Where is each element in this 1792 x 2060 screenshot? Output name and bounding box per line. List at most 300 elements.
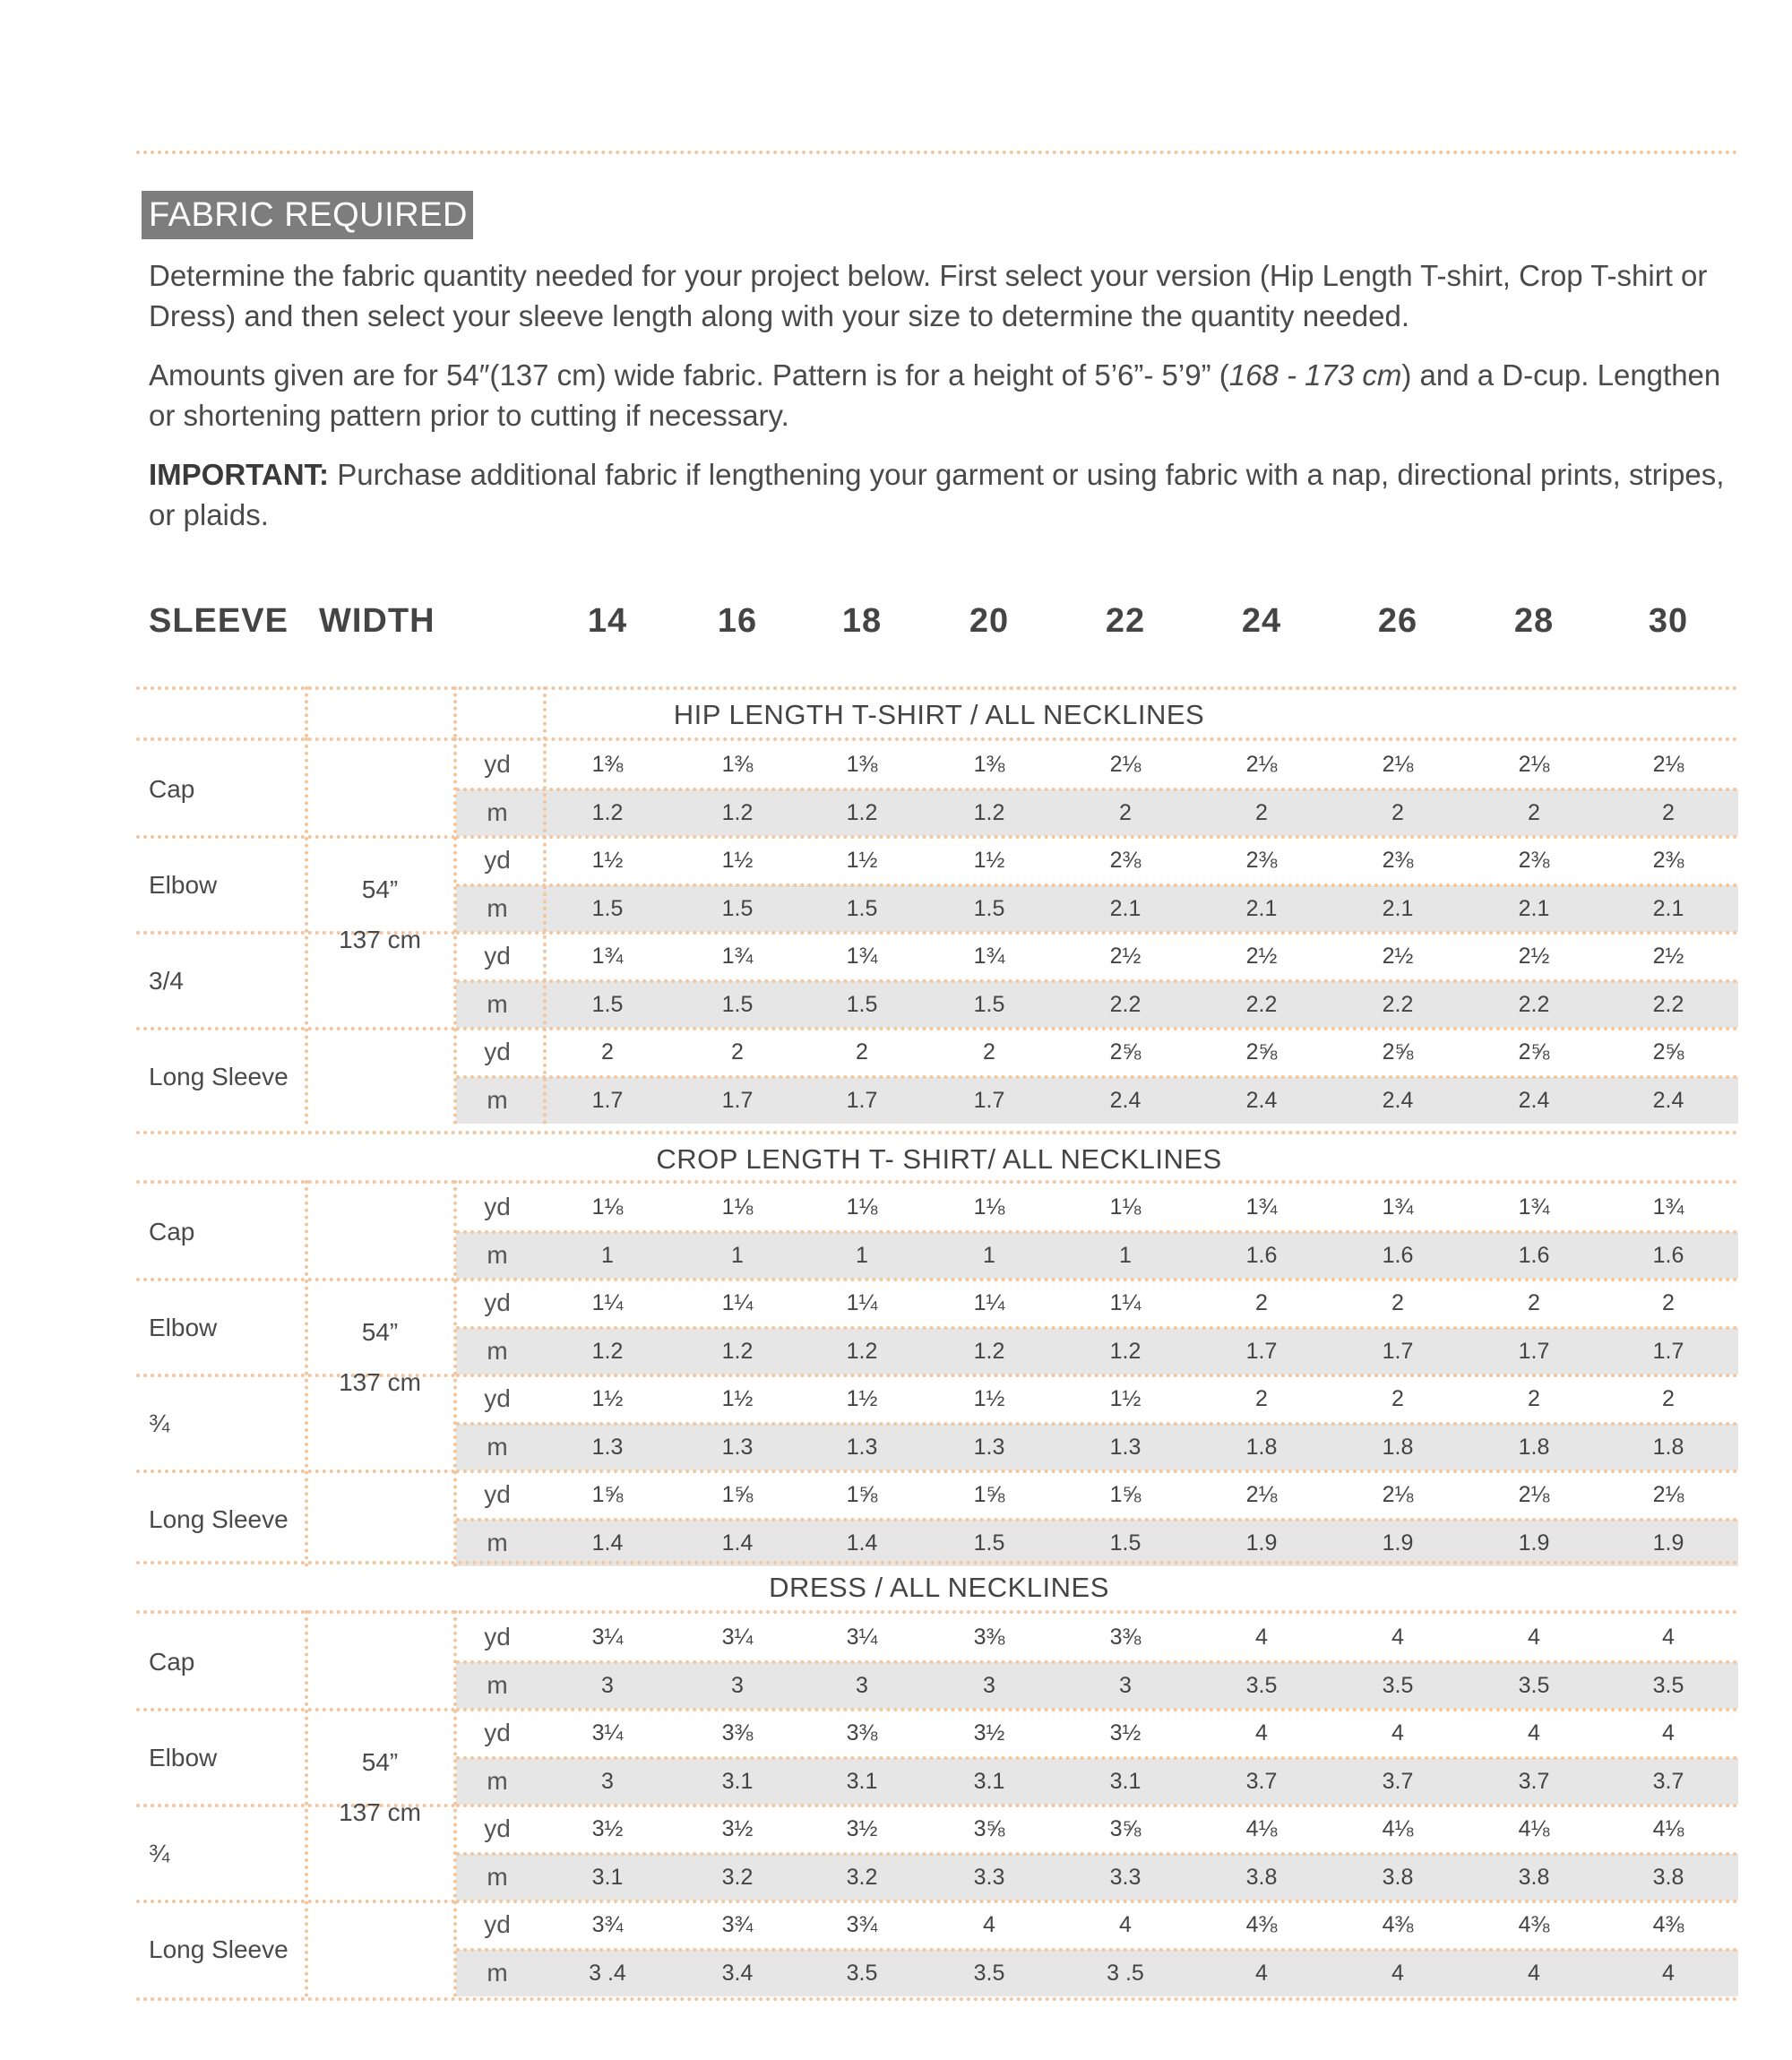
cell-m: 1.7 — [1518, 1338, 1550, 1364]
unit-yd: yd — [484, 1910, 511, 1938]
cell-m: 3.5 — [1382, 1672, 1414, 1698]
sleeve-label: Cap — [149, 1218, 195, 1245]
cell-m: 2 — [1528, 799, 1540, 825]
cell-m: 4 — [1662, 1960, 1675, 1986]
cell-m: 2.2 — [1382, 991, 1414, 1017]
cell-m: 1.4 — [721, 1530, 754, 1556]
cell-yd: 3⅜ — [1109, 1625, 1142, 1650]
row-divider-right — [456, 1374, 1738, 1377]
cell-yd: 2 — [601, 1039, 614, 1064]
cell-m: 3.7 — [1652, 1768, 1684, 1794]
cell-m: 1.2 — [973, 1338, 1005, 1364]
cell-yd: 1½ — [1109, 1386, 1142, 1411]
row-divider-right — [456, 835, 1738, 839]
width-inches: 54” — [361, 1748, 399, 1776]
column-divider — [305, 686, 308, 737]
cell-yd: 3¼ — [721, 1625, 754, 1650]
cell-m: 1.5 — [721, 895, 754, 921]
sub-row-divider — [456, 1326, 1738, 1330]
row-divider — [136, 1708, 455, 1711]
cell-yd: 1⅜ — [846, 752, 878, 777]
cell-m: 3.5 — [846, 1960, 878, 1986]
cell-yd: 1⅛ — [591, 1194, 624, 1220]
cell-yd: 2⅛ — [1245, 1482, 1278, 1507]
cell-m: 1.3 — [846, 1434, 878, 1460]
cell-yd: 4 — [1255, 1625, 1268, 1650]
cell-yd: 2 — [1528, 1290, 1540, 1315]
cell-m: 2.4 — [1652, 1087, 1684, 1113]
cell-yd: 1⅜ — [721, 752, 754, 777]
cell-m: 3.5 — [973, 1960, 1005, 1986]
cell-yd: 3½ — [973, 1720, 1005, 1745]
sub-row-divider — [456, 1518, 1738, 1521]
unit-yd: yd — [484, 1719, 511, 1746]
cell-m: 1.3 — [1109, 1434, 1142, 1460]
cell-yd: 2⅛ — [1652, 1482, 1684, 1507]
cell-yd: 1½ — [721, 848, 754, 873]
unit-m: m — [487, 1432, 508, 1461]
width-inches: 54” — [361, 875, 399, 903]
cell-m: 1 — [1119, 1242, 1132, 1268]
section-title: HIP LENGTH T-SHIRT / ALL NECKLINES — [673, 699, 1205, 730]
unit-m: m — [487, 1958, 508, 1987]
cell-yd: 4 — [1528, 1720, 1540, 1745]
cell-m: 1.4 — [846, 1530, 878, 1556]
cell-m: 4 — [1391, 1960, 1404, 1986]
cell-yd: 3⅜ — [846, 1720, 878, 1745]
sub-row-divider — [456, 1948, 1738, 1952]
sub-row-divider — [456, 1660, 1738, 1664]
column-divider — [453, 1610, 457, 1997]
size-header-30: 30 — [1648, 602, 1689, 640]
cell-yd: 4⅜ — [1518, 1912, 1550, 1937]
unit-yd: yd — [484, 750, 511, 778]
cell-m: 1.9 — [1245, 1530, 1278, 1556]
cell-yd: 1⅝ — [973, 1482, 1005, 1507]
sub-row-divider — [456, 1756, 1738, 1760]
sleeve-label: Elbow — [149, 1314, 218, 1341]
cell-m: 1.3 — [721, 1434, 754, 1460]
cell-m: 1.9 — [1652, 1530, 1684, 1556]
cell-yd: 1½ — [846, 1386, 878, 1411]
size-header-24: 24 — [1241, 602, 1282, 640]
cell-m: 1.2 — [1109, 1338, 1142, 1364]
sub-row-divider — [456, 883, 1738, 887]
size-header-16: 16 — [717, 602, 758, 640]
cell-yd: 4 — [1391, 1625, 1404, 1650]
row-divider — [136, 1027, 455, 1030]
cell-yd: 2⅛ — [1518, 752, 1550, 777]
cell-yd: 4 — [1119, 1912, 1132, 1937]
cell-yd: 1¾ — [721, 944, 754, 969]
cell-m: 1.5 — [973, 991, 1005, 1017]
cell-yd: 1½ — [721, 1386, 754, 1411]
cell-m: 1.7 — [721, 1087, 754, 1113]
section-title-divider — [136, 1610, 1738, 1614]
unit-yd: yd — [484, 1289, 511, 1316]
cell-m: 1 — [731, 1242, 744, 1268]
cell-m: 3.5 — [1245, 1672, 1278, 1698]
row-divider — [136, 1900, 455, 1903]
cell-yd: 1½ — [591, 1386, 624, 1411]
cell-m: 1.5 — [591, 895, 624, 921]
sub-row-divider — [456, 979, 1738, 983]
cell-m: 2.2 — [1245, 991, 1278, 1017]
sub-row-divider — [456, 788, 1738, 791]
cell-m: 2.2 — [1652, 991, 1684, 1017]
cell-m: 1 — [983, 1242, 995, 1268]
cell-m: 1.7 — [591, 1087, 624, 1113]
width-inches: 54” — [361, 1318, 399, 1346]
top-divider — [136, 151, 1738, 154]
cell-yd: 4⅜ — [1652, 1912, 1684, 1937]
unit-m: m — [487, 797, 508, 826]
cell-yd: 3¼ — [591, 1625, 624, 1650]
cell-yd: 3½ — [591, 1816, 624, 1841]
cell-m: 1.8 — [1382, 1434, 1414, 1460]
cell-m: 1 — [601, 1242, 614, 1268]
cell-yd: 3½ — [721, 1816, 754, 1841]
unit-m: m — [487, 1862, 508, 1891]
cell-m: 1.5 — [973, 895, 1005, 921]
cell-yd: 2 — [983, 1039, 995, 1064]
size-header-22: 22 — [1105, 602, 1146, 640]
cell-m: 2.4 — [1382, 1087, 1414, 1113]
cell-m: 3 — [601, 1672, 614, 1698]
cell-yd: 2⅜ — [1652, 848, 1684, 873]
cell-m: 2.2 — [1518, 991, 1550, 1017]
cell-m: 1 — [856, 1242, 868, 1268]
cell-m: 3.8 — [1652, 1864, 1684, 1890]
unit-yd: yd — [484, 942, 511, 970]
sleeve-label: Cap — [149, 1648, 195, 1676]
unit-yd: yd — [484, 1193, 511, 1220]
cell-m: 2.1 — [1109, 895, 1142, 921]
cell-yd: 4⅜ — [1245, 1912, 1278, 1937]
cell-m: 3.3 — [1109, 1864, 1142, 1890]
cell-yd: 3⅝ — [973, 1816, 1005, 1841]
size-header-14: 14 — [587, 602, 628, 640]
cell-m: 2.1 — [1652, 895, 1684, 921]
cell-m: 1.2 — [721, 1338, 754, 1364]
cell-m: 2 — [1391, 799, 1404, 825]
intro-paragraph-1: Determine the fabric quantity needed for your project below. First select your version (Hip Length T-shirt, Crop T-shirt or Dress) and then select your sleeve length along with your size to determine the quantity needed. — [149, 259, 1708, 332]
cell-yd: 3½ — [1109, 1720, 1142, 1745]
cell-yd: 2⅝ — [1518, 1039, 1550, 1064]
width-cm: 137 cm — [339, 926, 421, 953]
unit-m: m — [487, 1528, 508, 1556]
cell-m: 1.8 — [1652, 1434, 1684, 1460]
column-divider — [305, 737, 308, 1125]
cell-m: 1.9 — [1382, 1530, 1414, 1556]
cell-yd: 3¼ — [591, 1720, 624, 1745]
width-cm: 137 cm — [339, 1798, 421, 1826]
cell-yd: 1¼ — [1109, 1290, 1142, 1315]
cell-m: 3.8 — [1382, 1864, 1414, 1890]
cell-m: 1.6 — [1518, 1242, 1550, 1268]
cell-m: 2.4 — [1245, 1087, 1278, 1113]
cell-m: 2 — [1119, 799, 1132, 825]
column-divider — [453, 1180, 457, 1567]
cell-yd: 2½ — [1109, 944, 1142, 969]
cell-m: 3.1 — [973, 1768, 1005, 1794]
cell-yd: 1½ — [973, 1386, 1005, 1411]
row-divider-right — [456, 1804, 1738, 1807]
section-title: CROP LENGTH T- SHIRT/ ALL NECKLINES — [656, 1143, 1222, 1175]
row-divider-right — [456, 931, 1738, 935]
cell-yd: 2⅛ — [1518, 1482, 1550, 1507]
cell-yd: 2⅝ — [1382, 1039, 1414, 1064]
cell-m: 1.2 — [591, 1338, 624, 1364]
cell-m: 2.1 — [1518, 895, 1550, 921]
column-divider — [453, 686, 457, 737]
cell-m: 3 — [731, 1672, 744, 1698]
unit-yd: yd — [484, 1038, 511, 1065]
cell-yd: 2⅝ — [1245, 1039, 1278, 1064]
cell-yd: 2⅛ — [1652, 752, 1684, 777]
sleeve-label: ¾ — [149, 1840, 170, 1867]
cell-m: 1.5 — [1109, 1530, 1142, 1556]
section-title-divider — [136, 737, 1738, 741]
cell-m: 1.4 — [591, 1530, 624, 1556]
cell-yd: 4 — [1528, 1625, 1540, 1650]
cell-m: 1.8 — [1245, 1434, 1278, 1460]
row-divider-right — [456, 1027, 1738, 1030]
unit-yd: yd — [484, 1384, 511, 1412]
cell-yd: 2 — [1391, 1290, 1404, 1315]
cell-yd: 2½ — [1518, 944, 1550, 969]
cell-m: 1.2 — [846, 1338, 878, 1364]
cell-m: 3 — [856, 1672, 868, 1698]
sub-row-divider — [456, 1230, 1738, 1234]
cell-m: 2.2 — [1109, 991, 1142, 1017]
cell-m: 3.7 — [1382, 1768, 1414, 1794]
cell-m: 1.3 — [973, 1434, 1005, 1460]
sleeve-label: 3/4 — [149, 967, 184, 995]
cell-yd: 3⅜ — [973, 1625, 1005, 1650]
cell-m: 3.1 — [591, 1864, 624, 1890]
cell-yd: 2⅜ — [1245, 848, 1278, 873]
cell-m: 1.5 — [846, 991, 878, 1017]
cell-m: 1.5 — [591, 991, 624, 1017]
cell-yd: 1¾ — [973, 944, 1005, 969]
cell-m: 3 — [601, 1768, 614, 1794]
sleeve-label: Cap — [149, 775, 195, 803]
cell-yd: 4⅛ — [1245, 1816, 1278, 1841]
section-divider — [136, 1131, 1738, 1134]
cell-m: 1.7 — [1382, 1338, 1414, 1364]
intro-paragraph-2 — [149, 355, 1726, 435]
cell-yd: 2⅜ — [1382, 848, 1414, 873]
cell-yd: 4⅛ — [1382, 1816, 1414, 1841]
cell-yd: 1⅛ — [1109, 1194, 1142, 1220]
cell-yd: 1¼ — [721, 1290, 754, 1315]
cell-yd: 1⅝ — [846, 1482, 878, 1507]
cell-m: 1.5 — [721, 991, 754, 1017]
cell-m: 3 .4 — [589, 1960, 626, 1986]
cell-yd: 2 — [1662, 1290, 1675, 1315]
column-divider — [305, 1610, 308, 1997]
cell-m: 1.2 — [721, 799, 754, 825]
cell-m: 2.4 — [1518, 1087, 1550, 1113]
cell-yd: 1¾ — [1652, 1194, 1684, 1220]
section-divider — [136, 686, 1738, 690]
cell-m: 1.7 — [1652, 1338, 1684, 1364]
cell-yd: 3⅝ — [1109, 1816, 1142, 1841]
cell-yd: 1¼ — [591, 1290, 624, 1315]
cell-m: 3.3 — [973, 1864, 1005, 1890]
section-title: DRESS / ALL NECKLINES — [769, 1572, 1109, 1603]
size-header-26: 26 — [1377, 602, 1418, 640]
section-title-divider — [136, 1180, 1738, 1184]
column-divider — [543, 686, 547, 1125]
cell-yd: 1⅛ — [721, 1194, 754, 1220]
cell-m: 1.7 — [1245, 1338, 1278, 1364]
unit-m: m — [487, 1670, 508, 1699]
cell-m: 3.1 — [1109, 1768, 1142, 1794]
cell-yd: 4 — [1255, 1720, 1268, 1745]
row-divider-right — [456, 1900, 1738, 1903]
unit-yd: yd — [484, 1480, 511, 1508]
cell-m: 3.4 — [721, 1960, 754, 1986]
cell-m: 3.8 — [1518, 1864, 1550, 1890]
cell-yd: 1⅜ — [973, 752, 1005, 777]
cell-yd: 2⅛ — [1109, 752, 1142, 777]
cell-yd: 3⅜ — [721, 1720, 754, 1745]
sleeve-label: ¾ — [149, 1409, 170, 1437]
cell-m: 1.6 — [1382, 1242, 1414, 1268]
sleeve-label: Long Sleeve — [149, 1505, 289, 1533]
column-divider — [305, 1180, 308, 1567]
cell-yd: 3½ — [846, 1816, 878, 1841]
cell-yd: 2 — [1528, 1386, 1540, 1411]
cell-yd: 4 — [1662, 1720, 1675, 1745]
cell-yd: 1⅝ — [721, 1482, 754, 1507]
cell-m: 1.9 — [1518, 1530, 1550, 1556]
cell-yd: 2⅝ — [1109, 1039, 1142, 1064]
cell-yd: 2 — [1662, 1386, 1675, 1411]
cell-yd: 1⅝ — [1109, 1482, 1142, 1507]
intro-p2-end: ) and a D-cup. Lengthen or shortening pattern prior to cutting if necessary. — [149, 358, 1721, 432]
cell-m: 3 — [983, 1672, 995, 1698]
size-header-20: 20 — [969, 602, 1010, 640]
cell-yd: 4 — [983, 1912, 995, 1937]
cell-yd: 4⅜ — [1382, 1912, 1414, 1937]
cell-m: 1.6 — [1245, 1242, 1278, 1268]
cell-m: 3.7 — [1245, 1768, 1278, 1794]
cell-m: 1.5 — [846, 895, 878, 921]
cell-yd: 2⅜ — [1518, 848, 1550, 873]
cell-m: 4 — [1255, 1960, 1268, 1986]
cell-yd: 1⅛ — [846, 1194, 878, 1220]
column-divider — [453, 737, 457, 1125]
cell-yd: 1⅛ — [973, 1194, 1005, 1220]
cell-yd: 1¼ — [846, 1290, 878, 1315]
width-cm: 137 cm — [339, 1368, 421, 1396]
cell-yd: 2 — [1391, 1386, 1404, 1411]
sleeve-label: Elbow — [149, 871, 218, 899]
cell-m: 2.1 — [1382, 895, 1414, 921]
cell-m: 1.2 — [846, 799, 878, 825]
intro-p2-italic: 168 - 173 cm — [1228, 358, 1402, 392]
cell-yd: 2½ — [1382, 944, 1414, 969]
cell-m: 2.4 — [1109, 1087, 1142, 1113]
intro-p2-start: Amounts given are for 54″(137 cm) wide fabric. Pattern is for a height of 5’6”- 5’9” ( — [149, 358, 1229, 392]
section-divider — [136, 1561, 1738, 1564]
section-badge: FABRIC REQUIRED — [142, 191, 473, 239]
header-width: WIDTH — [319, 602, 435, 640]
important-text: Purchase additional fabric if lengthening your garment or using fabric with a nap, directional prints, stripes, or plaids. — [149, 458, 1725, 531]
cell-yd: 4⅛ — [1518, 1816, 1550, 1841]
unit-m: m — [487, 893, 508, 922]
cell-yd: 1¼ — [973, 1290, 1005, 1315]
unit-m: m — [487, 989, 508, 1018]
cell-m: 2.1 — [1245, 895, 1278, 921]
row-divider — [136, 835, 455, 839]
header-sleeve: SLEEVE — [149, 602, 289, 640]
cell-m: 3.8 — [1245, 1864, 1278, 1890]
size-header-28: 28 — [1513, 602, 1555, 640]
row-divider — [136, 1470, 455, 1473]
cell-yd: 1¾ — [591, 944, 624, 969]
cell-yd: 4 — [1662, 1625, 1675, 1650]
cell-yd: 2⅜ — [1109, 848, 1142, 873]
cell-yd: 2 — [856, 1039, 868, 1064]
cell-m: 3.2 — [846, 1864, 878, 1890]
row-divider — [136, 1278, 455, 1281]
cell-m: 4 — [1528, 1960, 1540, 1986]
cell-yd: 1½ — [591, 848, 624, 873]
unit-m: m — [487, 1766, 508, 1795]
cell-m: 3 — [1119, 1672, 1132, 1698]
sub-row-divider — [456, 1852, 1738, 1856]
cell-m: 1.7 — [973, 1087, 1005, 1113]
cell-yd: 2½ — [1245, 944, 1278, 969]
cell-yd: 2⅛ — [1245, 752, 1278, 777]
cell-m: 3 .5 — [1107, 1960, 1144, 1986]
cell-yd: 4 — [1391, 1720, 1404, 1745]
cell-m: 3.5 — [1652, 1672, 1684, 1698]
cell-yd: 1¾ — [846, 944, 878, 969]
unit-m: m — [487, 1240, 508, 1269]
cell-yd: 2½ — [1652, 944, 1684, 969]
cell-yd: 2 — [1255, 1386, 1268, 1411]
size-header-18: 18 — [841, 602, 883, 640]
important-label: IMPORTANT: — [149, 458, 330, 491]
cell-yd: 2 — [731, 1039, 744, 1064]
cell-yd: 2⅛ — [1382, 752, 1414, 777]
cell-m: 1.7 — [846, 1087, 878, 1113]
row-divider-right — [456, 1278, 1738, 1281]
cell-yd: 1⅝ — [591, 1482, 624, 1507]
unit-m: m — [487, 1085, 508, 1114]
sleeve-label: Long Sleeve — [149, 1063, 289, 1090]
cell-m: 1.2 — [591, 799, 624, 825]
cell-yd: 1¾ — [1518, 1194, 1550, 1220]
cell-yd: 3¾ — [846, 1912, 878, 1937]
sleeve-label: Elbow — [149, 1744, 218, 1771]
sub-row-divider — [456, 1422, 1738, 1426]
cell-m: 3.2 — [721, 1864, 754, 1890]
cell-yd: 2 — [1255, 1290, 1268, 1315]
unit-yd: yd — [484, 1623, 511, 1651]
cell-m: 3.1 — [721, 1768, 754, 1794]
cell-yd: 1⅜ — [591, 752, 624, 777]
intro-paragraph-3 — [149, 454, 1726, 535]
cell-yd: 4⅛ — [1652, 1816, 1684, 1841]
sleeve-label: Long Sleeve — [149, 1935, 289, 1963]
cell-yd: 1¾ — [1382, 1194, 1414, 1220]
